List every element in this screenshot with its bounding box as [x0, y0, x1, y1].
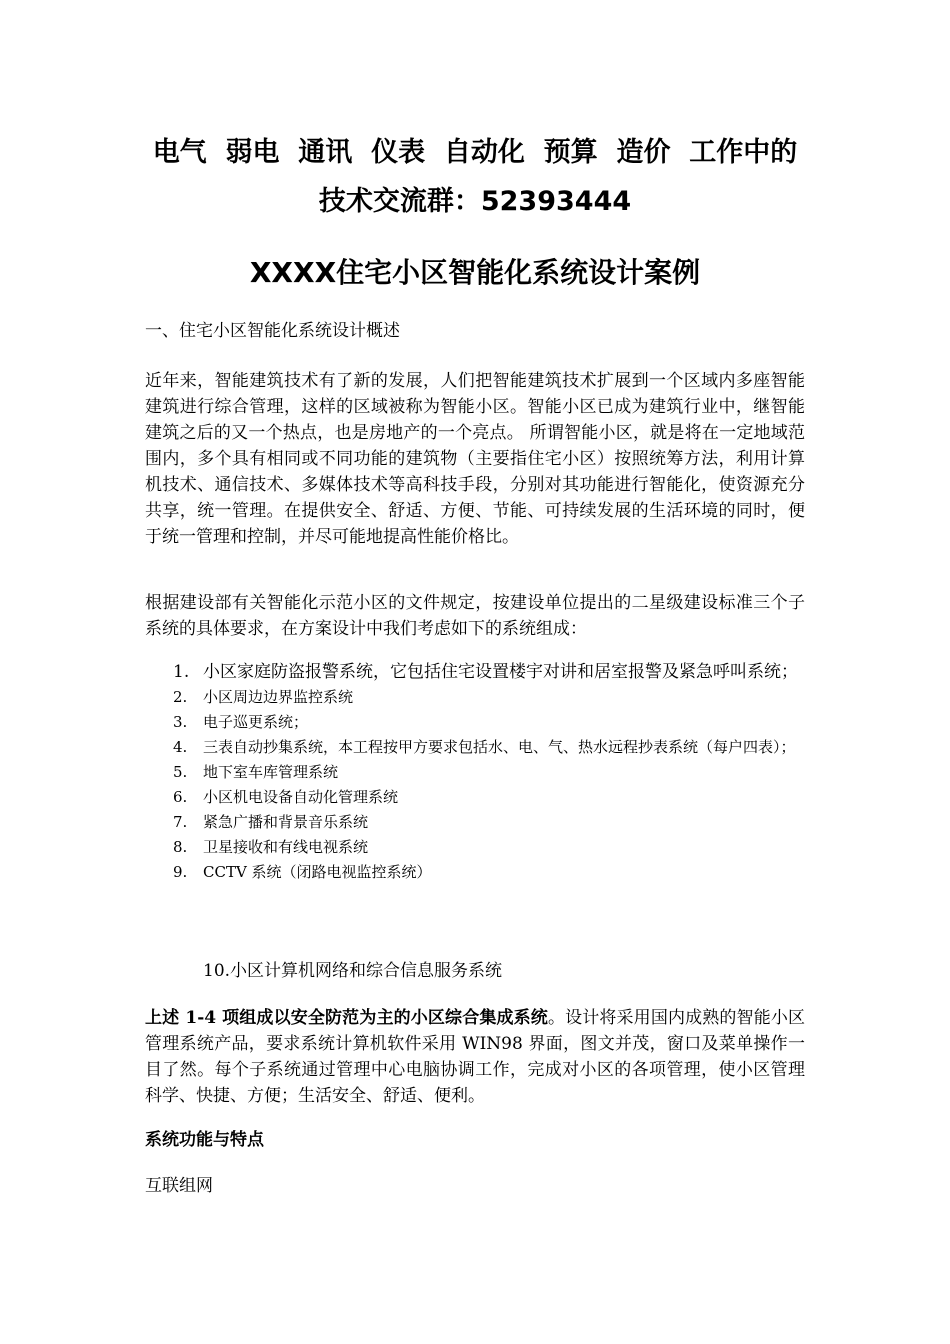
list-item — [145, 760, 805, 785]
list-item-number: 7. — [173, 813, 188, 831]
list-item — [145, 860, 805, 885]
composition-paragraph: 根据建设部有关智能化示范小区的文件规定，按建设单位提出的二星级建设标准三个子系统的具体要求，在方案设计中我们考虑如下的系统组成： — [145, 593, 805, 639]
list-item-text: 小区机电设备自动化管理系统 — [203, 788, 399, 806]
list-item — [145, 685, 805, 710]
list-item-number: 2. — [173, 688, 188, 706]
features-heading: 系统功能与特点 — [145, 1130, 264, 1150]
list-item — [145, 710, 805, 735]
network-heading: 互联组网 — [145, 1176, 213, 1196]
list-item-text: 地下室车库管理系统 — [203, 763, 339, 781]
integration-paragraph-text: 。设计将采用国内成熟的智能小区管理系统产品，要求系统计算机软件采用 WIN98 界面，图文并茂，窗口及菜单操作一目了然。每个子系统通过管理中心电脑协调工作，完成对小区的各项管理，使小区管理科学、快捷、方便；生活安全、舒适、便利。 — [145, 1008, 805, 1106]
section-heading: 一、住宅小区智能化系统设计概述 — [145, 321, 400, 341]
list-item — [145, 785, 805, 810]
list-item-text: 电子巡更系统； — [203, 713, 309, 731]
list-item-number: 4. — [173, 738, 188, 756]
list-item — [145, 835, 805, 860]
list-item-number: 8. — [173, 838, 188, 856]
list-item-text: 小区家庭防盗报警系统，它包括住宅设置楼宇对讲和居室报警及紧急呼叫系统； — [203, 662, 798, 682]
list-item-10: 10.小区计算机网络和综合信息服务系统 — [203, 961, 503, 981]
list-item-number: 5. — [173, 763, 188, 781]
list-item-text: 三表自动抄集系统，本工程按甲方要求包括水、电、气、热水远程抄表系统（每户四表）； — [203, 738, 796, 756]
list-item — [145, 810, 805, 835]
list-item — [145, 660, 805, 685]
list-item-text: 小区周边边界监控系统 — [203, 688, 354, 706]
list-item-text: CCTV 系统（闭路电视监控系统） — [203, 863, 432, 881]
list-item-number: 3. — [173, 713, 188, 731]
intro-paragraph: 近年来，智能建筑技术有了新的发展，人们把智能建筑技术扩展到一个区域内多座智能建筑进行综合管理，这样的区域被称为智能小区。智能小区已成为建筑行业中，继智能建筑之后的又一个热点，也是房地产的一个亮点。 所谓智能小区，就是将在一定地域范围内，多个具有相同或不同功能的建筑物（主要指住宅小区）按照统筹方法，利用计算机技术、通信技术、多媒体技术等高科技手段，分别对其功能进行智能化，使资源充分共享，统一管理。在提供安全、舒适、方便、节能、可持续发展的生活环境的同时，便于统一管理和控制，并尽可能地提高性能价格比。 — [145, 371, 805, 547]
integration-paragraph — [145, 1005, 805, 1109]
header-line-1: 电气 弱电 通讯 仪表 自动化 预算 造价 工作中的 — [152, 137, 798, 168]
list-item-text: 卫星接收和有线电视系统 — [203, 838, 369, 856]
document-title: XXXX住宅小区智能化系统设计案例 — [249, 256, 701, 289]
header-line-2: 技术交流群：52393444 — [318, 186, 632, 217]
list-item — [145, 735, 805, 760]
integration-paragraph-bold: 上述 1-4 项组成以安全防范为主的小区综合集成系统 — [145, 1008, 548, 1028]
list-item-number: 1. — [173, 662, 190, 682]
list-item-text: 紧急广播和背景音乐系统 — [203, 813, 369, 831]
list-item-number: 6. — [173, 788, 188, 806]
subsystem-list — [145, 660, 805, 885]
list-item-number: 9. — [173, 863, 188, 881]
